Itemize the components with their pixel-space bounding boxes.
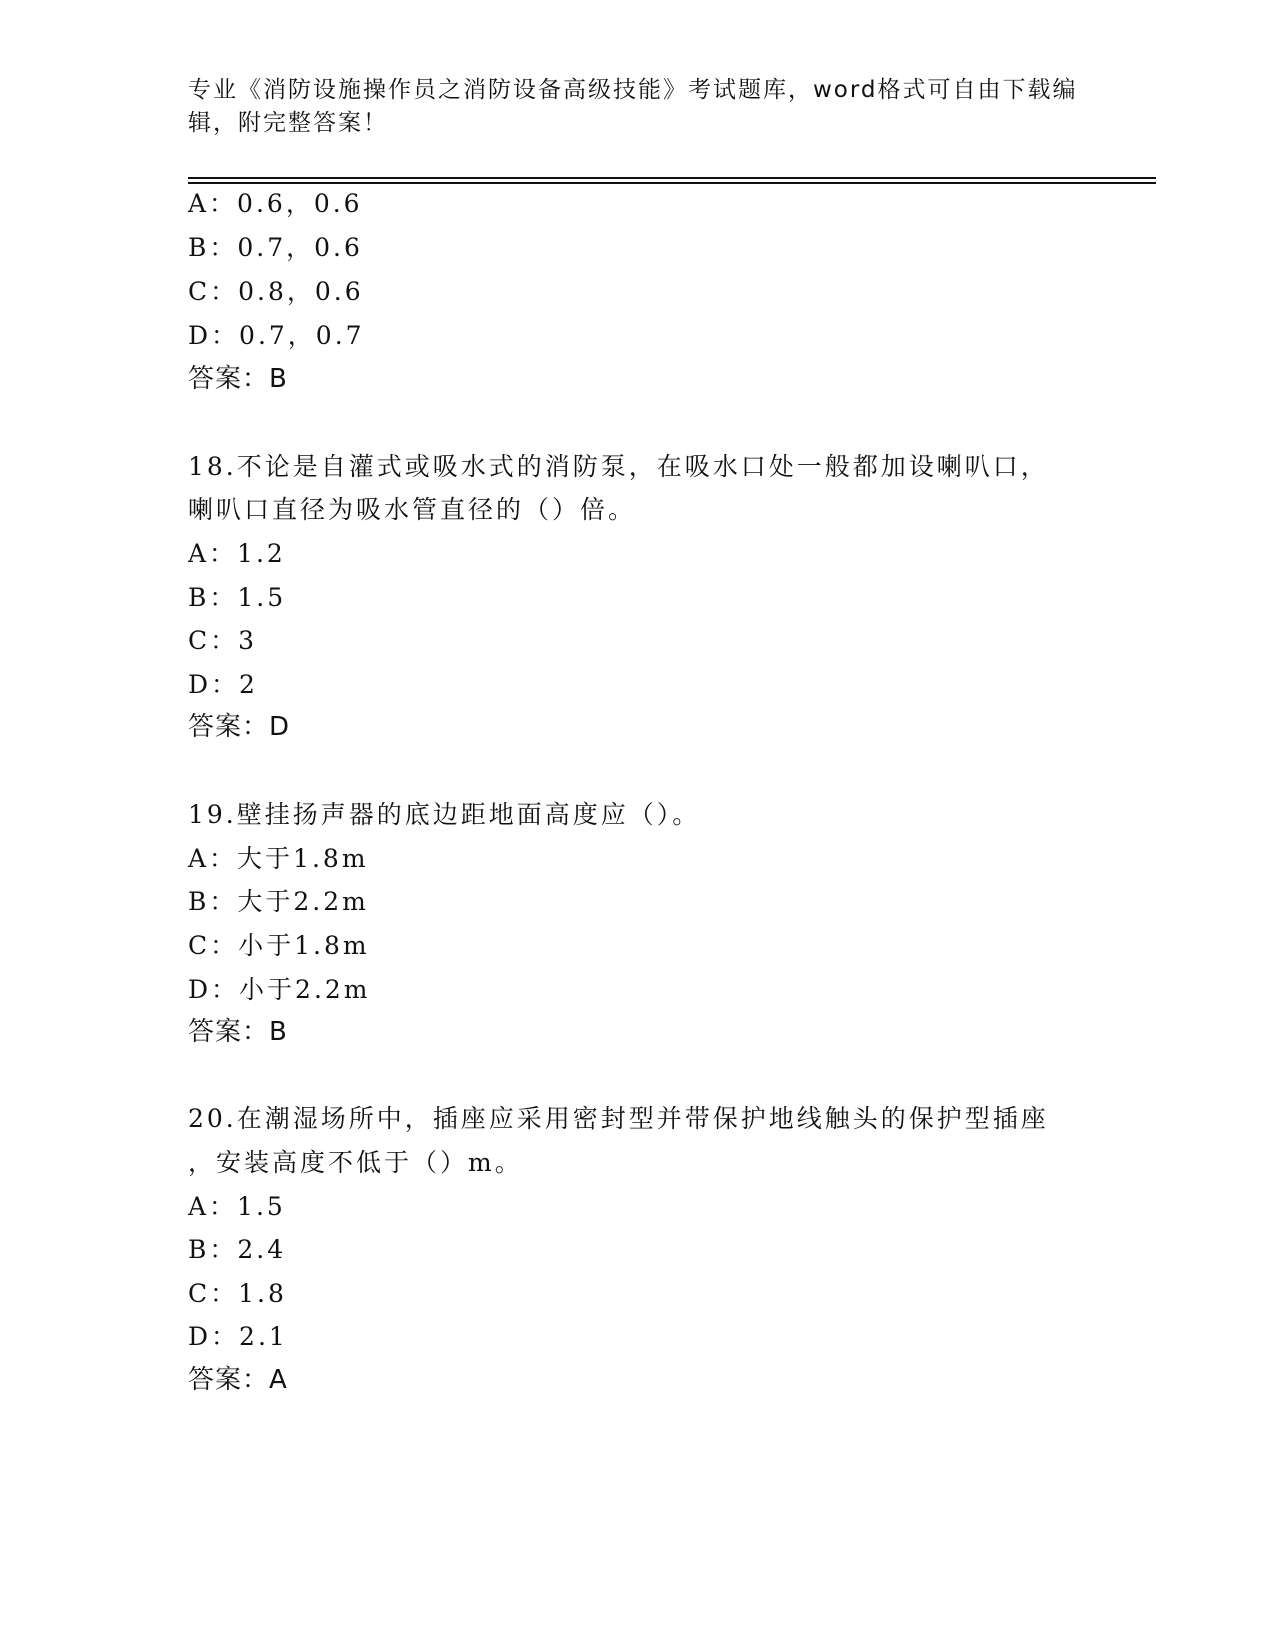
q18-stem-line-1: 18.不论是自灌式或吸水式的消防泵，在吸水口处一般都加设喇叭口， — [188, 452, 1049, 481]
q20-option-a: A：1.5 — [188, 1192, 286, 1221]
q19-option-a: A：大于1.8m — [188, 844, 369, 873]
q19-stem-line-1: 19.壁挂扬声器的底边距地面高度应（）。 — [188, 800, 701, 829]
q18-stem-line-2: 喇叭口直径为吸水管直径的（）倍。 — [188, 495, 637, 524]
prev-option-a: A：0.6，0.6 — [188, 189, 363, 218]
q20-answer: 答案：A — [188, 1365, 288, 1395]
q18-option-c: C：3 — [188, 626, 258, 655]
q20-option-d: D：2.1 — [188, 1322, 288, 1351]
q18-answer: 答案：D — [188, 712, 291, 742]
q19-answer: 答案：B — [188, 1017, 288, 1047]
header-divider-bottom — [188, 182, 1156, 184]
prev-option-c: C：0.8，0.6 — [188, 277, 364, 306]
q18-option-a: A：1.2 — [188, 539, 286, 568]
prev-answer: 答案：B — [188, 364, 288, 394]
header-line-2: 辑，附完整答案！ — [188, 110, 388, 136]
document-header — [188, 74, 1088, 140]
q19-option-d: D：小于2.2m — [188, 975, 371, 1004]
q20-option-c: C：1.8 — [188, 1279, 287, 1308]
prev-option-b: B：0.7，0.6 — [188, 233, 363, 262]
q20-stem-line-2: ，安装高度不低于（）m。 — [188, 1148, 523, 1177]
prev-option-d: D：0.7，0.7 — [188, 321, 365, 350]
header-divider-top — [188, 177, 1156, 179]
q18-option-d: D：2 — [188, 670, 258, 699]
q19-option-c: C：小于1.8m — [188, 931, 370, 960]
q18-option-b: B：1.5 — [188, 583, 287, 612]
q20-stem-line-1: 20.在潮湿场所中，插座应采用密封型并带保护地线触头的保护型插座 — [188, 1104, 1049, 1133]
q19-option-b: B：大于2.2m — [188, 887, 369, 916]
q20-option-b: B：2.4 — [188, 1235, 287, 1264]
header-line-1: 专业《消防设施操作员之消防设备高级技能》考试题库，word格式可自由下载编 — [188, 77, 1078, 103]
